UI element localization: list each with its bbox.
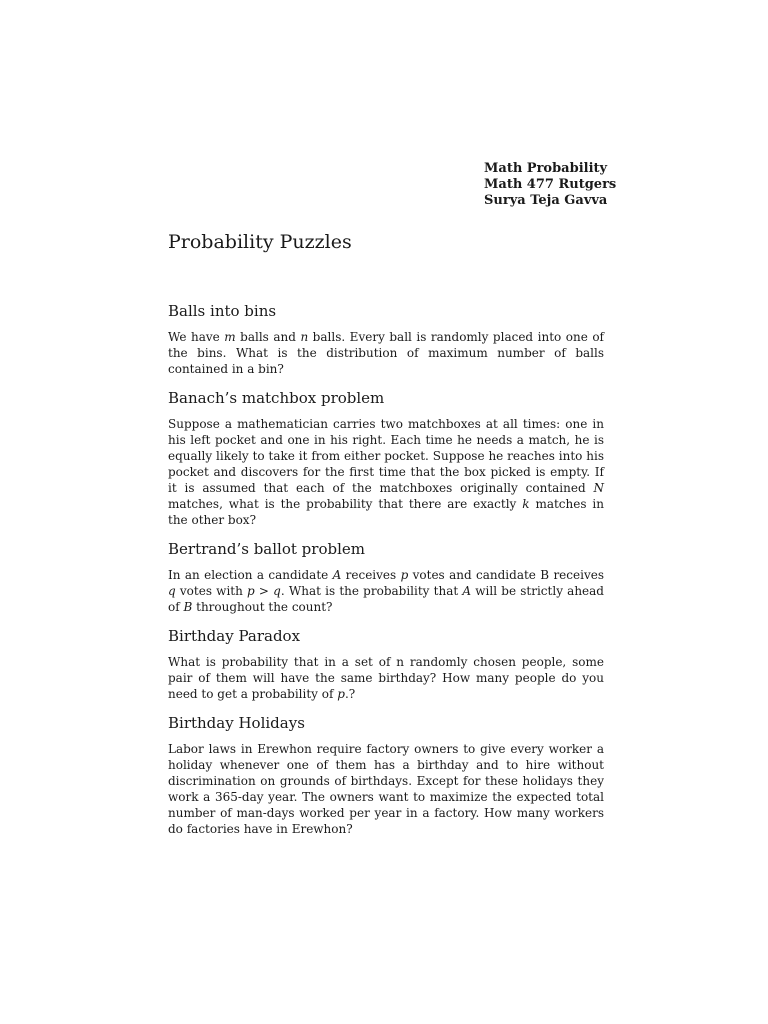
section-heading: Balls into bins	[168, 302, 277, 320]
course-number: Math 477 Rutgers	[484, 177, 617, 192]
text-run: What is probability that in a set of n randomly chosen people, some pair of them will have the same birthday? How many people do you need to get a probability of	[168, 655, 604, 701]
text-run: will be strictly ahead of	[168, 584, 604, 614]
math-symbol: k	[522, 497, 530, 511]
text-run: receives	[341, 568, 401, 582]
text-run: Labor laws in Erewhon require factory owners to give every worker a holiday whenever one of them has a birthday and to hire without discrimination on grounds of birthdays. Except for these holidays they work a 365-day year. The owners want to maximize the expected total number of man-days worked per year in a factory. How many workers do factories have in Erewhon?	[168, 742, 604, 836]
text-run: throughout the count?	[192, 600, 333, 614]
section-body	[168, 416, 604, 528]
document-title: Probability Puzzles	[168, 231, 352, 253]
text-run: balls and	[235, 330, 301, 344]
text-run: In an election a candidate	[168, 568, 333, 582]
course-name: Math Probability	[484, 161, 608, 176]
math-symbol: B	[183, 600, 193, 614]
puzzle-list	[168, 302, 604, 849]
text-run: votes with	[175, 584, 248, 598]
section-heading: Banach’s matchbox problem	[168, 389, 385, 407]
text-run: matches in the other box?	[168, 497, 604, 527]
math-symbol: N	[593, 481, 604, 495]
text-run: . What is the probability that	[280, 584, 463, 598]
section-balls-into-bins	[168, 302, 604, 377]
text-run: .?	[344, 687, 356, 701]
author-name: Surya Teja Gavva	[484, 193, 608, 208]
text-run: matches, what is the probability that there are exactly	[168, 497, 523, 511]
section-heading: Birthday Holidays	[168, 714, 305, 732]
text-run: votes and candidate B receives	[408, 568, 604, 582]
section-bertrand-ballot	[168, 540, 604, 615]
math-symbol: q	[168, 584, 176, 598]
section-birthday-holidays	[168, 714, 604, 837]
section-body	[168, 567, 604, 615]
text-run: Suppose a mathematician carries two matchboxes at all times: one in his left pocket and one in his right. Each time he needs a match, he is equally likely to take it from either pocket. Suppose he reaches into his pocket and discovers for the first time that the box picked is empty. If it is assumed that each of the matchboxes originally contained	[168, 417, 604, 495]
math-symbol: p	[400, 568, 409, 582]
math-symbol: p	[337, 687, 345, 701]
section-heading: Bertrand’s ballot problem	[168, 540, 365, 558]
section-body	[168, 329, 604, 377]
math-expression: p > q	[247, 584, 281, 598]
section-birthday-paradox	[168, 627, 604, 702]
math-symbol: A	[462, 584, 472, 598]
text-run: We have	[168, 330, 225, 344]
math-symbol: m	[224, 330, 236, 344]
section-banach-matchbox	[168, 389, 604, 528]
section-body	[168, 741, 604, 837]
section-body	[168, 654, 604, 702]
course-header	[484, 161, 616, 209]
math-symbol: n	[300, 330, 309, 344]
text-run: balls. Every ball is randomly placed into one of the bins. What is the distribution of maximum number of balls contained in a bin?	[168, 330, 604, 376]
math-symbol: A	[332, 568, 342, 582]
section-heading: Birthday Paradox	[168, 627, 301, 645]
